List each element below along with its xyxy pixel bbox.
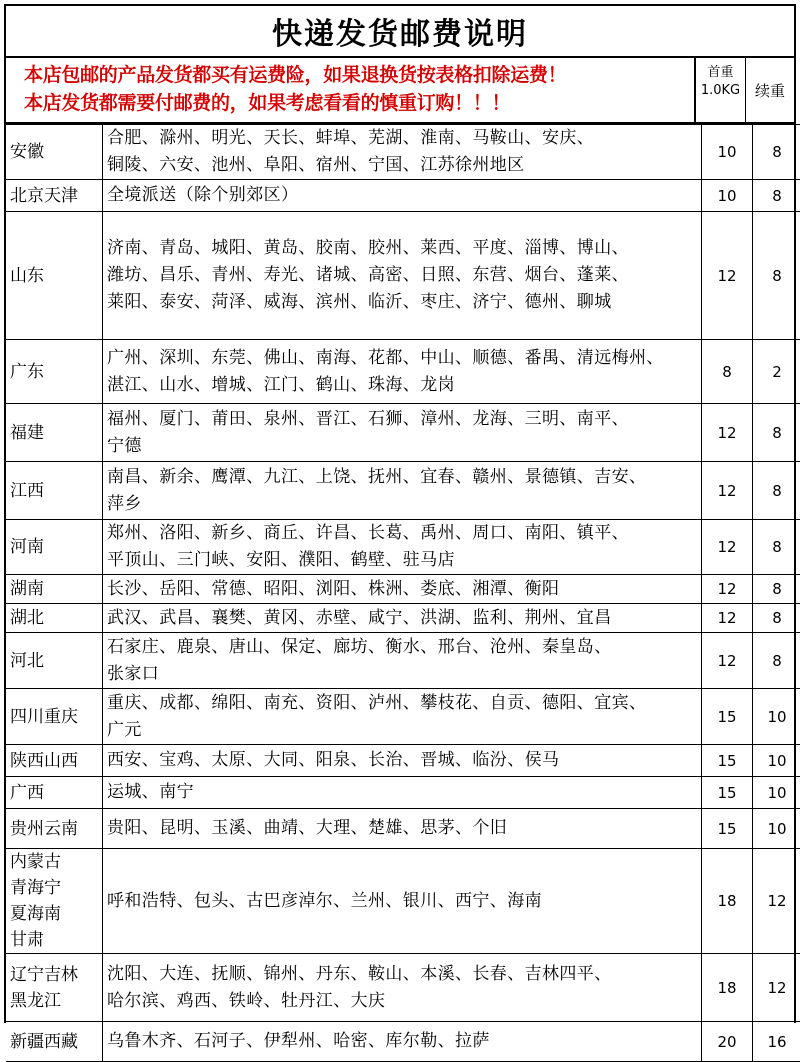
- extra-weight-cell: 10: [753, 777, 800, 809]
- province-cell: 广东: [6, 340, 103, 404]
- cities-cell: 济南、青岛、城阳、黄岛、胶南、胶州、莱西、平度、淄博、博山、 潍坊、昌乐、青州、寿光、诸城、高密、日照、东营、烟台、蓬莱、 莱阳、泰安、菏泽、威海、滨州、临沂、枣庄、济宁、德州、聊城: [103, 212, 702, 340]
- extra-weight-cell: 12: [753, 849, 800, 954]
- cities-cell: 乌鲁木齐、石河子、伊犁州、哈密、库尔勒、拉萨: [103, 1022, 702, 1062]
- extra-weight-cell: 8: [753, 604, 800, 633]
- province-cell: 新疆西藏: [6, 1022, 103, 1062]
- fee-table: [6, 124, 800, 1062]
- first-weight-header: [696, 58, 746, 122]
- first-weight-cell: 15: [702, 777, 753, 809]
- province-cell: 贵州云南: [6, 809, 103, 849]
- province-cell: 河南: [6, 520, 103, 575]
- cities-cell: 重庆、成都、绵阳、南充、资阳、泸州、攀枝花、自贡、德阳、宜宾、 广元: [103, 689, 702, 745]
- extra-weight-cell: 16: [753, 1022, 800, 1062]
- first-weight-cell: 12: [702, 462, 753, 520]
- first-weight-unit: 1.0KG: [696, 82, 745, 100]
- table-row: [6, 954, 800, 1022]
- first-weight-cell: 12: [702, 520, 753, 575]
- table-row: [6, 1022, 800, 1062]
- cities-cell: 呼和浩特、包头、古巴彦淖尔、兰州、银川、西宁、海南: [103, 849, 702, 954]
- province-cell: 山东: [6, 212, 103, 340]
- extra-weight-cell: 8: [753, 520, 800, 575]
- table-row: [6, 604, 800, 633]
- first-weight-cell: 18: [702, 849, 753, 954]
- first-weight-cell: 10: [702, 180, 753, 212]
- cities-cell: 郑州、洛阳、新乡、商丘、许昌、长葛、禹州、周口、南阳、镇平、 平顶山、三门峡、安阳、濮阳、鹤壁、驻马店: [103, 520, 702, 575]
- table-row: [6, 777, 800, 809]
- first-weight-cell: 12: [702, 212, 753, 340]
- extra-weight-header: 续重: [746, 58, 794, 122]
- cities-cell: 全境派送（除个别郊区）: [103, 180, 702, 212]
- cities-cell: 沈阳、大连、抚顺、锦州、丹东、鞍山、本溪、长春、吉林四平、 哈尔滨、鸡西、铁岭、牡丹江、大庆: [103, 954, 702, 1022]
- cities-cell: 福州、厦门、莆田、泉州、晋江、石狮、漳州、龙海、三明、南平、 宁德: [103, 404, 702, 462]
- table-row: [6, 462, 800, 520]
- first-weight-label: 首重: [696, 64, 745, 82]
- first-weight-cell: 18: [702, 954, 753, 1022]
- first-weight-cell: 12: [702, 404, 753, 462]
- table-row: [6, 849, 800, 954]
- province-cell: 北京天津: [6, 180, 103, 212]
- notice-box: [6, 58, 696, 122]
- table-row: [6, 340, 800, 404]
- first-weight-cell: 15: [702, 689, 753, 745]
- table-row: [6, 633, 800, 689]
- province-cell: 安徽: [6, 125, 103, 180]
- province-cell: 江西: [6, 462, 103, 520]
- extra-weight-cell: 8: [753, 633, 800, 689]
- province-cell: 河北: [6, 633, 103, 689]
- cities-cell: 运城、南宁: [103, 777, 702, 809]
- cities-cell: 贵阳、昆明、玉溪、曲靖、大理、楚雄、思茅、个旧: [103, 809, 702, 849]
- province-cell: 陕西山西: [6, 745, 103, 777]
- cities-cell: 武汉、武昌、襄樊、黄冈、赤壁、咸宁、洪湖、监利、荆州、宜昌: [103, 604, 702, 633]
- province-cell: 湖南: [6, 575, 103, 604]
- first-weight-cell: 8: [702, 340, 753, 404]
- notice-line-1: 本店包邮的产品发货都买有运费险，如果退换货按表格扣除运费！: [24, 61, 694, 89]
- extra-weight-cell: 2: [753, 340, 800, 404]
- extra-weight-cell: 10: [753, 809, 800, 849]
- cities-cell: 南昌、新余、鹰潭、九江、上饶、抚州、宜春、赣州、景德镇、吉安、 萍乡: [103, 462, 702, 520]
- first-weight-cell: 15: [702, 809, 753, 849]
- cities-cell: 广州、深圳、东莞、佛山、南海、花都、中山、顺德、番禺、清远梅州、 湛江、山水、增城、江门、鹤山、珠海、龙岗: [103, 340, 702, 404]
- table-row: [6, 180, 800, 212]
- extra-weight-cell: 8: [753, 125, 800, 180]
- table-row: [6, 809, 800, 849]
- first-weight-cell: 12: [702, 604, 753, 633]
- first-weight-cell: 15: [702, 745, 753, 777]
- province-cell: 湖北: [6, 604, 103, 633]
- cities-cell: 西安、宝鸡、太原、大同、阳泉、长治、晋城、临汾、侯马: [103, 745, 702, 777]
- table-row: [6, 689, 800, 745]
- extra-weight-cell: 12: [753, 954, 800, 1022]
- extra-weight-cell: 8: [753, 462, 800, 520]
- cities-cell: 长沙、岳阳、常德、昭阳、浏阳、株洲、娄底、湘潭、衡阳: [103, 575, 702, 604]
- extra-weight-cell: 8: [753, 575, 800, 604]
- extra-weight-cell: 8: [753, 404, 800, 462]
- first-weight-cell: 20: [702, 1022, 753, 1062]
- notice-line-2: 本店发货都需要付邮费的，如果考虑看看的慎重订购！！！: [24, 89, 694, 117]
- page-title: 快递发货邮费说明: [6, 6, 794, 58]
- table-row: [6, 125, 800, 180]
- province-cell: 内蒙古 青海宁 夏海南 甘肃: [6, 849, 103, 954]
- province-cell: 辽宁吉林 黑龙江: [6, 954, 103, 1022]
- first-weight-cell: 10: [702, 125, 753, 180]
- notice-header-row: [6, 58, 794, 124]
- shipping-fee-sheet: [4, 4, 796, 1023]
- cities-cell: 合肥、滁州、明光、天长、蚌埠、芜湖、淮南、马鞍山、安庆、 铜陵、六安、池州、阜阳、宿州、宁国、江苏徐州地区: [103, 125, 702, 180]
- table-row: [6, 575, 800, 604]
- province-cell: 广西: [6, 777, 103, 809]
- cities-cell: 石家庄、鹿泉、唐山、保定、廊坊、衡水、邢台、沧州、秦皇岛、 张家口: [103, 633, 702, 689]
- extra-weight-cell: 10: [753, 689, 800, 745]
- table-row: [6, 520, 800, 575]
- extra-weight-cell: 8: [753, 180, 800, 212]
- table-row: [6, 745, 800, 777]
- table-row: [6, 212, 800, 340]
- table-row: [6, 404, 800, 462]
- first-weight-cell: 12: [702, 633, 753, 689]
- extra-weight-cell: 10: [753, 745, 800, 777]
- fee-table-body: [6, 125, 800, 1062]
- first-weight-cell: 12: [702, 575, 753, 604]
- province-cell: 四川重庆: [6, 689, 103, 745]
- province-cell: 福建: [6, 404, 103, 462]
- extra-weight-cell: 8: [753, 212, 800, 340]
